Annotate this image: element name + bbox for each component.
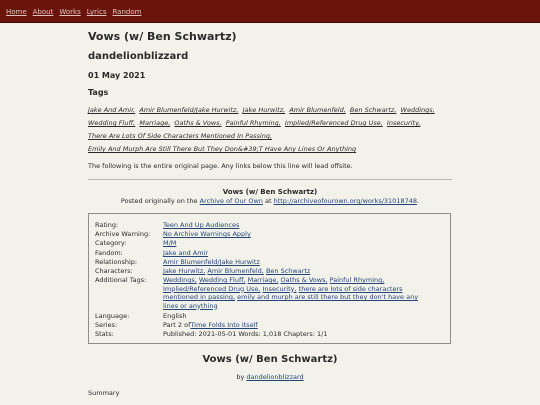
additional-tag-line (163, 276, 433, 285)
publish-date: 01 May 2021 (88, 71, 146, 80)
meta-label: Relationship: (95, 258, 138, 266)
posted-at: at (264, 197, 272, 205)
series-prefix: Part 2 of (163, 321, 191, 329)
character-link[interactable]: Ben Schwartz (265, 267, 311, 275)
preface-title: Vows (w/ Ben Schwartz) (222, 188, 318, 196)
author-heading: dandelionblizzard (88, 51, 189, 62)
tag-line (88, 117, 454, 130)
meta-label: Stats: (95, 330, 114, 338)
work-url-link[interactable]: http://archiveofourown.org/works/31018748 (273, 197, 417, 205)
archive-link[interactable]: Archive of Our Own (199, 197, 263, 205)
meta-label: Series: (95, 321, 118, 329)
nav-links (6, 7, 147, 18)
category-link[interactable]: M/M (163, 239, 177, 247)
additional-tag-link[interactable]: Weddings, (163, 276, 197, 284)
nav-link-home[interactable]: Home (6, 8, 27, 16)
offsite-note: The following is the entire original page. Any links below this line will lead offsite. (88, 162, 353, 170)
additional-tag-link[interactable]: Implied/Referenced Drug Use, (163, 284, 261, 293)
character-link[interactable]: Amir Blumenfeld, (207, 267, 264, 275)
relationship-link[interactable]: Amir Blumenfeld/Jake Hurwitz (163, 258, 260, 266)
tag-link[interactable]: Emily And Murph Are Still There But They Don&#39;T Have Any Lines Or Anything (88, 145, 357, 153)
nav-link-about[interactable]: About (32, 8, 54, 16)
tag-link[interactable]: Wedding Fluff, (88, 119, 136, 127)
posted-period: . (416, 197, 420, 205)
tag-link[interactable]: Painful Rhyming, (225, 119, 281, 127)
tag-link[interactable]: Marriage, (139, 119, 171, 127)
tag-link[interactable]: Oaths & Vows, (174, 119, 222, 127)
character-link[interactable]: Jake Hurwitz, (163, 267, 206, 275)
tag-list (88, 104, 454, 156)
additional-tag-link[interactable]: Painful Rhyming, (329, 276, 385, 284)
top-nav-bar (0, 0, 540, 23)
by-label: by (236, 373, 245, 381)
author-link[interactable]: dandelionblizzard (246, 373, 304, 381)
tag-link[interactable]: Insecurity, (386, 119, 421, 127)
tag-link[interactable]: Amir Blumenfeld, (289, 106, 346, 114)
tag-link[interactable]: Ben Schwartz, (349, 106, 397, 114)
posted-prefix: Posted originally on the (120, 197, 198, 205)
rating-link[interactable]: Teen And Up Audiences (163, 221, 240, 229)
summary-heading: Summary (88, 389, 120, 397)
additional-tag-link[interactable]: Oaths & Vows, (280, 276, 328, 284)
additional-tag-link[interactable]: Insecurity, (262, 284, 297, 293)
meta-label: Characters: (95, 267, 133, 275)
tag-link[interactable]: Jake Hurwitz, (242, 106, 286, 114)
tag-line (88, 143, 454, 156)
meta-label: Rating: (95, 221, 119, 229)
meta-label: Archive Warning: (95, 230, 151, 238)
additional-tag-link[interactable]: there are lots of side characters (298, 284, 403, 293)
tag-link[interactable]: Jake And Amir, (88, 106, 136, 114)
additional-tag-link[interactable]: emily and murph are still there but they don't have any (237, 293, 419, 301)
posted-line (88, 197, 452, 206)
nav-link-random[interactable]: Random (112, 8, 142, 16)
chapter-title: Vows (w/ Ben Schwartz) (202, 354, 338, 365)
meta-label: Fandom: (95, 249, 123, 257)
additional-tag-line (163, 293, 433, 302)
tag-line (88, 130, 454, 143)
nav-link-lyrics[interactable]: Lyrics (86, 8, 107, 16)
additional-tag-link[interactable]: lines or anything (163, 301, 218, 310)
additional-tag-link[interactable]: Wedding Fluff, (198, 276, 246, 284)
tag-link[interactable]: Implied/Referenced Drug Use, (284, 119, 383, 127)
language-value: English (163, 312, 187, 320)
work-title: Vows (w/ Ben Schwartz) (88, 30, 237, 43)
additional-tag-link[interactable]: mentioned in passing, (163, 293, 236, 301)
meta-label: Language: (95, 312, 130, 320)
tag-link[interactable]: Weddings, (400, 106, 435, 114)
work-meta-box (88, 213, 451, 344)
nav-link-works[interactable]: Works (59, 8, 81, 16)
tag-link[interactable]: Amir Blumenfeld/Jake Hurwitz, (139, 106, 239, 114)
tag-link[interactable]: There Are Lots Of Side Characters Mentioned In Passing, (88, 132, 273, 140)
warning-link[interactable]: No Archive Warnings Apply (163, 230, 251, 238)
series-link[interactable]: Time Folds Into Itself (190, 321, 258, 329)
additional-tag-line (163, 285, 433, 294)
additional-tag-line (163, 302, 433, 311)
additional-tag-link[interactable]: Marriage, (247, 276, 279, 284)
fandom-link[interactable]: Jake and Amir (163, 249, 209, 257)
divider (88, 179, 452, 180)
stats-value: Published: 2021-05-01 Words: 1,018 Chapters: 1/1 (163, 330, 328, 338)
meta-label: Additional Tags: (95, 276, 147, 284)
tag-line (88, 104, 454, 117)
tags-heading: Tags (88, 88, 109, 97)
meta-label: Category: (95, 239, 127, 247)
by-line (88, 373, 452, 382)
